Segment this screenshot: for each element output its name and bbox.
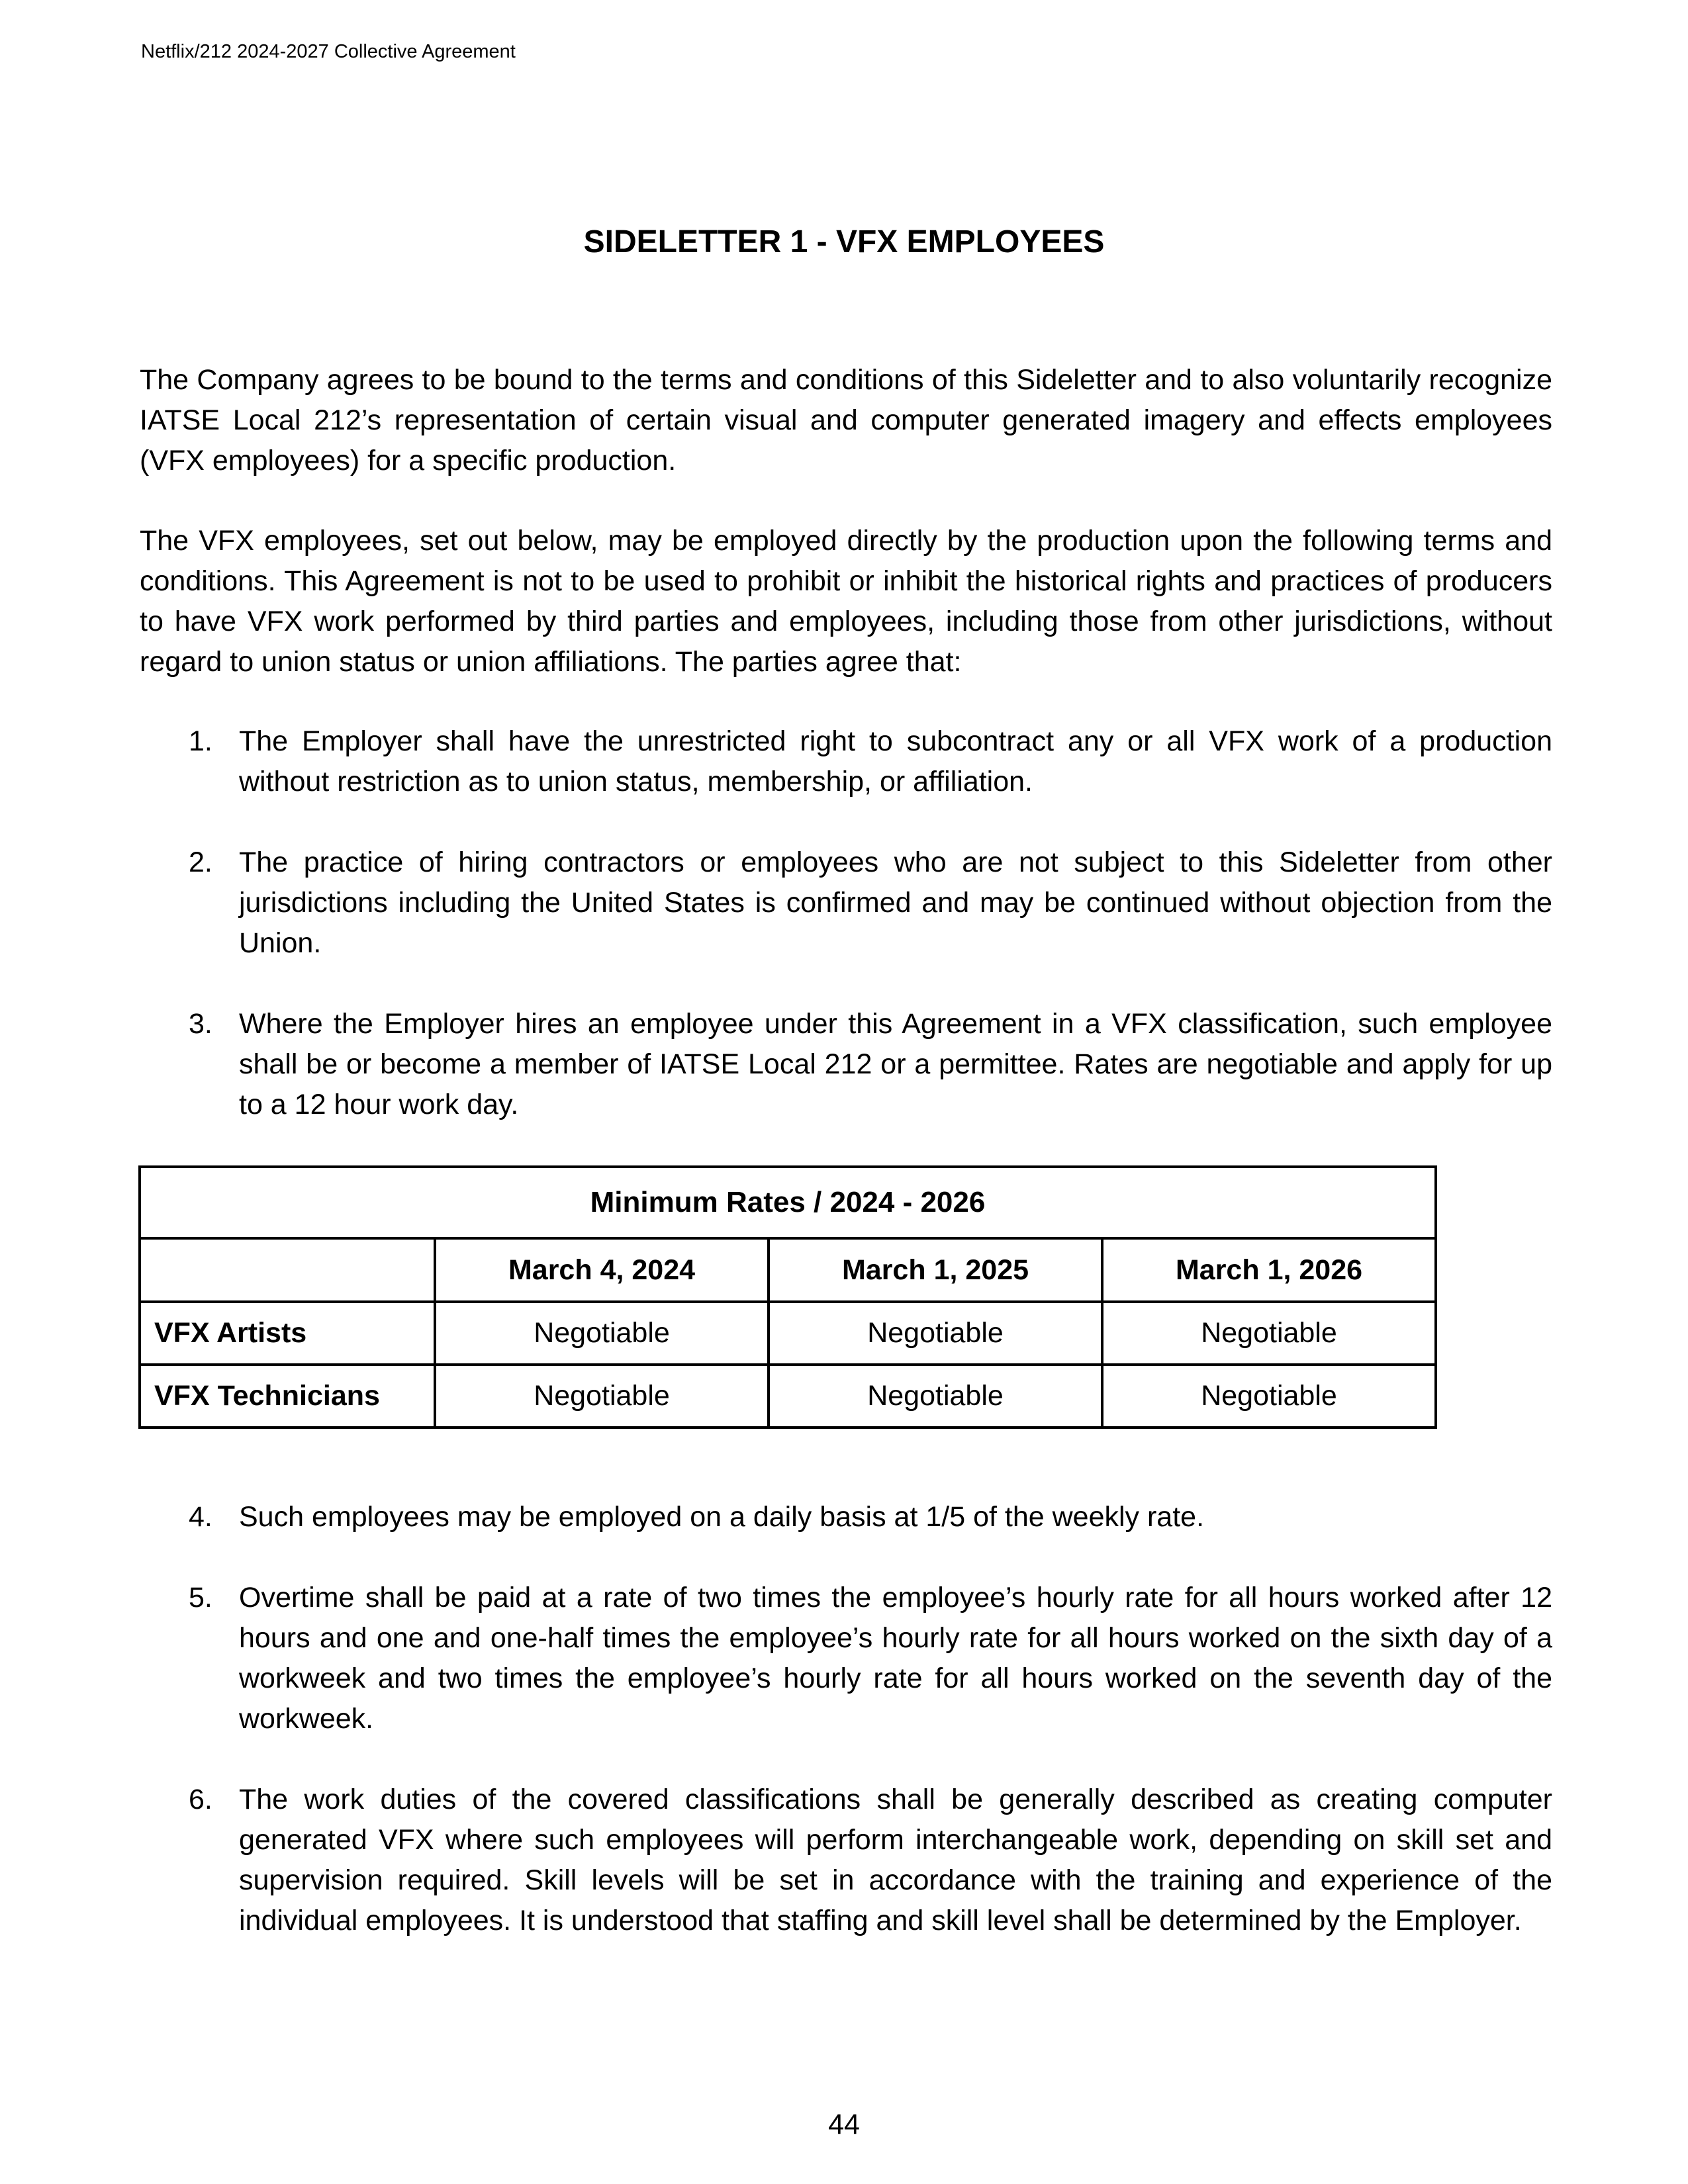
table-caption: Minimum Rates / 2024 - 2026 xyxy=(140,1167,1436,1238)
terms-list-part-2 xyxy=(140,1497,1552,1981)
list-item-number: 4. xyxy=(189,1501,212,1533)
list-item-text: Overtime shall be paid at a rate of two times the employee’s hourly rate for all hours worked after 12 hours and one and one-half times the employee’s hourly rate for all hours worked on the sixth day of a workweek and two times the employee’s hourly rate for all hours worked on the seventh day of the workweek. xyxy=(239,1582,1552,1735)
table-cell: Negotiable xyxy=(435,1302,769,1365)
intro-paragraph: The Company agrees to be bound to the terms and conditions of this Sideletter and to also voluntarily recognize IATSE Local 212’s representation of certain visual and computer generated imagery and effects employees (VFX employees) for a specific production. xyxy=(140,364,1552,477)
list-item-text: The Employer shall have the unrestricted right to subcontract any or all VFX work of a production without restriction as to union status, membership, or affiliation. xyxy=(239,725,1552,797)
table-cell: Negotiable xyxy=(769,1302,1102,1365)
page-number: 44 xyxy=(828,2109,860,2140)
list-item-text: The practice of hiring contractors or employees who are not subject to this Sideletter from other jurisdictions including the United States is confirmed and may be continued without objection from the Union. xyxy=(239,846,1552,959)
list-item-number: 3. xyxy=(189,1008,212,1040)
table-cell: Negotiable xyxy=(769,1365,1102,1428)
table-row xyxy=(140,1365,1436,1428)
minimum-rates-table xyxy=(138,1165,1437,1429)
list-item xyxy=(140,1578,1552,1739)
table-cell: Negotiable xyxy=(1102,1365,1436,1428)
list-item xyxy=(140,721,1552,802)
list-item-text: Such employees may be employed on a daily basis at 1/5 of the weekly rate. xyxy=(239,1501,1205,1533)
terms-list-part-1 xyxy=(140,721,1552,1165)
table-header-empty xyxy=(140,1238,435,1302)
list-item-text: Where the Employer hires an employee under this Agreement in a VFX classification, such employee shall be or become a member of IATSE Local 212 or a permittee. Rates are negotiable and apply for up to a 12 hour work day. xyxy=(239,1008,1552,1120)
row-label: VFX Technicians xyxy=(140,1365,435,1428)
list-item xyxy=(140,1004,1552,1125)
list-item xyxy=(140,1497,1552,1537)
list-item-text: The work duties of the covered classifications shall be generally described as creating computer generated VFX where such employees will perform interchangeable work, depending on skill set and supervision required. Skill levels will be set in accordance with the training and experience of the individual employees. It is understood that staffing and skill level shall be determined by the Employer. xyxy=(239,1784,1552,1936)
list-item-number: 2. xyxy=(189,846,212,878)
list-item xyxy=(140,1780,1552,1941)
table-row xyxy=(140,1302,1436,1365)
terms-paragraph: The VFX employees, set out below, may be employed directly by the production upon the following terms and conditions. This Agreement is not to be used to prohibit or inhibit the historical rights and practices of producers to have VFX work performed by third parties and employees, including those from other jurisdictions, without regard to union status or union affiliations. The parties agree that: xyxy=(140,525,1552,678)
table-header-date: March 1, 2025 xyxy=(769,1238,1102,1302)
list-item xyxy=(140,842,1552,964)
table-header-date: March 4, 2024 xyxy=(435,1238,769,1302)
row-label: VFX Artists xyxy=(140,1302,435,1365)
list-item-number: 6. xyxy=(189,1784,212,1815)
page-title: SIDELETTER 1 - VFX EMPLOYEES xyxy=(583,224,1105,259)
table-header-date: March 1, 2026 xyxy=(1102,1238,1436,1302)
list-item-number: 5. xyxy=(189,1582,212,1614)
running-header: Netflix/212 2024-2027 Collective Agreement xyxy=(141,41,516,62)
table-cell: Negotiable xyxy=(1102,1302,1436,1365)
list-item-number: 1. xyxy=(189,725,212,757)
table-cell: Negotiable xyxy=(435,1365,769,1428)
